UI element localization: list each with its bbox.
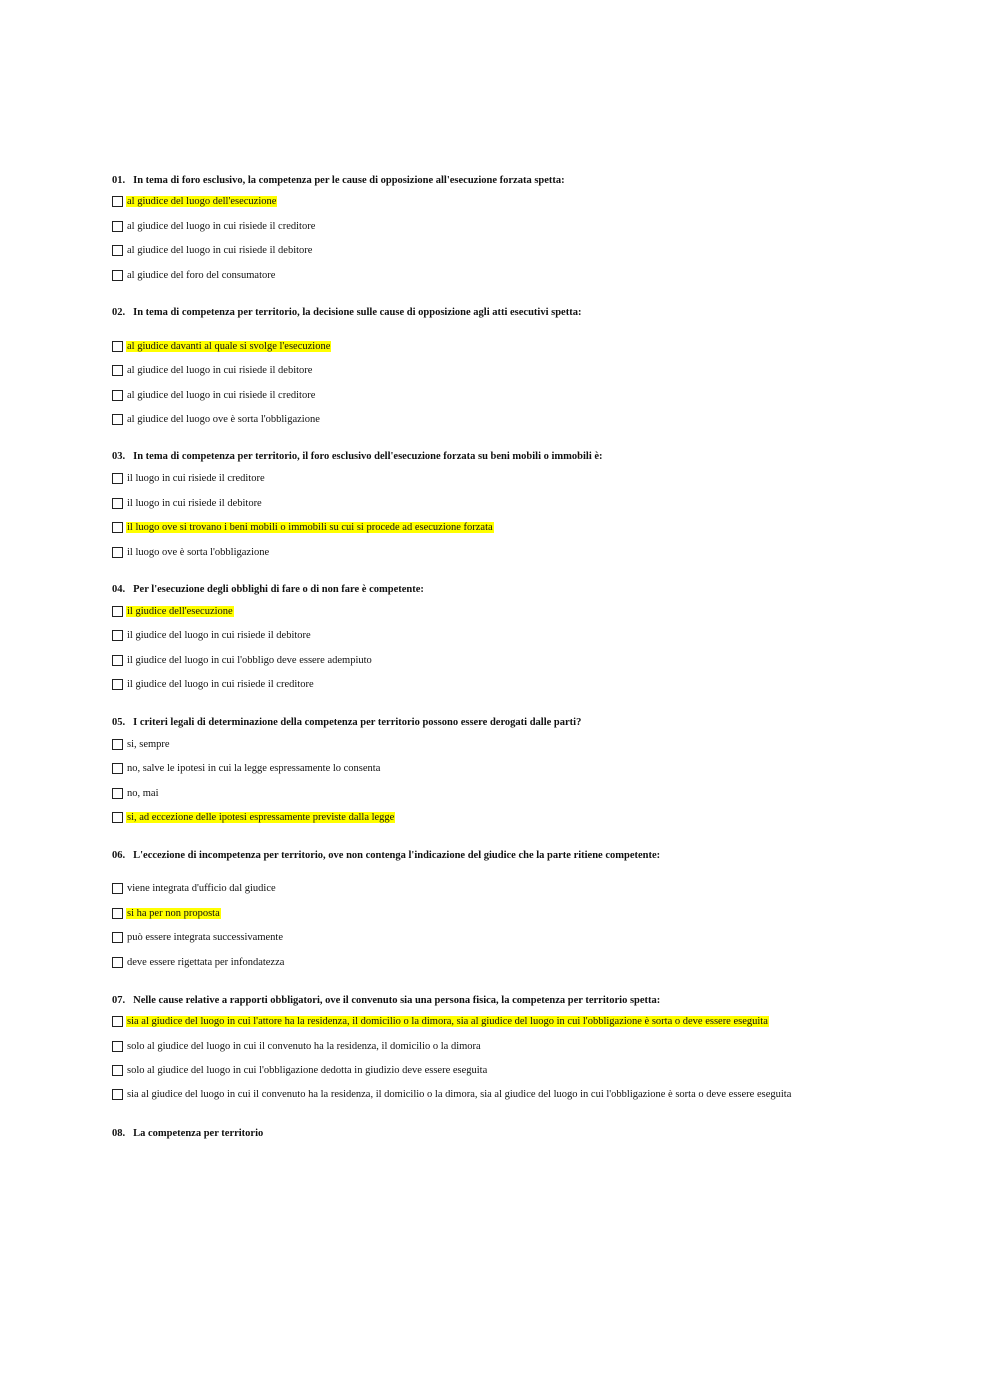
correct-answer-text: il giudice dell'esecuzione xyxy=(127,606,233,617)
answer-option[interactable] xyxy=(112,881,277,896)
checkbox[interactable] xyxy=(112,498,123,509)
question-text: In tema di competenza per territorio, il foro esclusivo dell'esecuzione forzata su beni mobili o immobili è: xyxy=(133,451,603,462)
answer-option[interactable] xyxy=(112,545,270,560)
checkbox[interactable] xyxy=(112,1065,123,1076)
answer-option[interactable] xyxy=(112,810,395,825)
answer-option[interactable] xyxy=(112,363,313,378)
answer-option[interactable] xyxy=(112,268,276,283)
checkbox[interactable] xyxy=(112,679,123,690)
question-text: Per l'esecuzione degli obblighi di fare o di non fare è competente: xyxy=(133,584,424,595)
checkbox[interactable] xyxy=(112,547,123,558)
answer-option[interactable] xyxy=(112,1087,792,1102)
question-2 xyxy=(112,306,942,425)
question-number: 08. xyxy=(112,1128,126,1139)
answer-option[interactable] xyxy=(112,243,313,258)
checkbox[interactable] xyxy=(112,908,123,919)
question-text: In tema di competenza per territorio, la decisione sulle cause di opposizione agli atti esecutivi spetta: xyxy=(133,307,582,318)
question-number: 01. xyxy=(112,175,126,186)
question-title xyxy=(112,1127,942,1140)
question-number: 03. xyxy=(112,451,126,462)
answer-option[interactable] xyxy=(112,786,160,801)
checkbox[interactable] xyxy=(112,1089,123,1100)
question-8 xyxy=(112,1127,942,1140)
question-title xyxy=(112,450,942,463)
answer-text: sia al giudice del luogo in cui il convenuto ha la residenza, il domicilio o la dimora, sia al giudice del luogo in cui l'obbligazione è sorta o deve essere eseguita xyxy=(127,1089,792,1100)
answer-text: il giudice del luogo in cui risiede il creditore xyxy=(127,679,314,690)
answer-option[interactable] xyxy=(112,761,381,776)
answer-option[interactable] xyxy=(112,955,285,970)
checkbox[interactable] xyxy=(112,341,123,352)
answer-text: il luogo in cui risiede il creditore xyxy=(127,473,265,484)
answer-option[interactable] xyxy=(112,194,277,209)
checkbox[interactable] xyxy=(112,630,123,641)
answer-option[interactable] xyxy=(112,1039,482,1054)
checkbox[interactable] xyxy=(112,739,123,750)
correct-answer-text: si ha per non proposta xyxy=(127,908,220,919)
checkbox[interactable] xyxy=(112,522,123,533)
answer-option[interactable] xyxy=(112,653,373,668)
checkbox[interactable] xyxy=(112,245,123,256)
checkbox[interactable] xyxy=(112,473,123,484)
correct-answer-text: al giudice del luogo dell'esecuzione xyxy=(127,196,277,207)
question-number: 04. xyxy=(112,584,126,595)
correct-answer-text: al giudice davanti al quale si svolge l'esecuzione xyxy=(127,341,331,352)
question-title xyxy=(112,174,942,187)
answer-text: no, salve le ipotesi in cui la legge espressamente lo consenta xyxy=(127,763,381,774)
question-text: L'eccezione di incompetenza per territorio, ove non contenga l'indicazione del giudice che la parte ritiene competente: xyxy=(133,850,661,861)
answer-option[interactable] xyxy=(112,520,494,535)
checkbox[interactable] xyxy=(112,788,123,799)
answer-option[interactable] xyxy=(112,930,284,945)
answer-text: al giudice del luogo in cui risiede il debitore xyxy=(127,365,313,376)
question-title xyxy=(112,849,942,862)
question-text: In tema di foro esclusivo, la competenza per le cause di opposizione all'esecuzione forzata spetta: xyxy=(133,175,565,186)
checkbox[interactable] xyxy=(112,763,123,774)
checkbox[interactable] xyxy=(112,655,123,666)
answer-text: al giudice del luogo ove è sorta l'obbligazione xyxy=(127,414,320,425)
answer-option[interactable] xyxy=(112,677,315,692)
question-title xyxy=(112,994,942,1007)
answer-option[interactable] xyxy=(112,737,171,752)
checkbox[interactable] xyxy=(112,270,123,281)
answer-text: il luogo ove è sorta l'obbligazione xyxy=(127,547,270,558)
question-1 xyxy=(112,174,942,281)
question-5 xyxy=(112,716,942,823)
question-text: I criteri legali di determinazione della competenza per territorio possono essere derogati dalle parti? xyxy=(133,717,582,728)
answer-option[interactable] xyxy=(112,219,316,234)
correct-answer-text: sia al giudice del luogo in cui l'attore ha la residenza, il domicilio o la dimora, sia al giudice del luogo in cui l'obbligazione è sorta o deve essere eseguita xyxy=(127,1016,768,1027)
question-number: 02. xyxy=(112,307,126,318)
question-6 xyxy=(112,849,942,968)
answer-text: al giudice del luogo in cui risiede il creditore xyxy=(127,390,316,401)
question-text: La competenza per territorio xyxy=(133,1128,264,1139)
answer-text: deve essere rigettata per infondatezza xyxy=(127,957,285,968)
answer-option[interactable] xyxy=(112,412,321,427)
answer-option[interactable] xyxy=(112,906,221,921)
question-text: Nelle cause relative a rapporti obbligatori, ove il convenuto sia una persona fisica, la competenza per territorio spetta: xyxy=(133,995,661,1006)
question-number: 07. xyxy=(112,995,126,1006)
checkbox[interactable] xyxy=(112,414,123,425)
checkbox[interactable] xyxy=(112,221,123,232)
answer-text: no, mai xyxy=(127,788,159,799)
answer-option[interactable] xyxy=(112,339,331,354)
checkbox[interactable] xyxy=(112,365,123,376)
checkbox[interactable] xyxy=(112,957,123,968)
correct-answer-text: il luogo ove si trovano i beni mobili o immobili su cui si procede ad esecuzione forzata xyxy=(127,522,493,533)
question-7 xyxy=(112,994,942,1100)
checkbox[interactable] xyxy=(112,932,123,943)
answer-text: può essere integrata successivamente xyxy=(127,932,283,943)
question-title xyxy=(112,306,942,319)
checkbox[interactable] xyxy=(112,606,123,617)
answer-text: viene integrata d'ufficio dal giudice xyxy=(127,883,276,894)
answer-text: al giudice del foro del consumatore xyxy=(127,270,276,281)
answer-text: al giudice del luogo in cui risiede il debitore xyxy=(127,245,313,256)
answer-option[interactable] xyxy=(112,496,263,511)
answer-option[interactable] xyxy=(112,388,316,403)
answer-option[interactable] xyxy=(112,471,266,486)
correct-answer-text: si, ad eccezione delle ipotesi espressamente previste dalla legge xyxy=(127,812,395,823)
question-number: 06. xyxy=(112,850,126,861)
answer-text: si, sempre xyxy=(127,739,170,750)
answer-text: solo al giudice del luogo in cui l'obbligazione dedotta in giudizio deve essere eseguita xyxy=(127,1065,488,1076)
answer-text: il giudice del luogo in cui risiede il debitore xyxy=(127,630,311,641)
answer-option[interactable] xyxy=(112,1014,769,1029)
answer-option[interactable] xyxy=(112,1063,488,1078)
answer-text: solo al giudice del luogo in cui il convenuto ha la residenza, il domicilio o la dimora xyxy=(127,1041,481,1052)
answer-text: il giudice del luogo in cui l'obbligo deve essere adempiuto xyxy=(127,655,372,666)
checkbox[interactable] xyxy=(112,1041,123,1052)
checkbox[interactable] xyxy=(112,1016,123,1027)
answer-text: al giudice del luogo in cui risiede il creditore xyxy=(127,221,316,232)
answer-option[interactable] xyxy=(112,628,312,643)
question-number: 05. xyxy=(112,717,126,728)
question-title xyxy=(112,583,942,596)
checkbox[interactable] xyxy=(112,883,123,894)
checkbox[interactable] xyxy=(112,196,123,207)
question-4 xyxy=(112,583,942,690)
answer-option[interactable] xyxy=(112,604,234,619)
question-title xyxy=(112,716,942,729)
checkbox[interactable] xyxy=(112,812,123,823)
answer-text: il luogo in cui risiede il debitore xyxy=(127,498,262,509)
question-3 xyxy=(112,450,942,558)
checkbox[interactable] xyxy=(112,390,123,401)
